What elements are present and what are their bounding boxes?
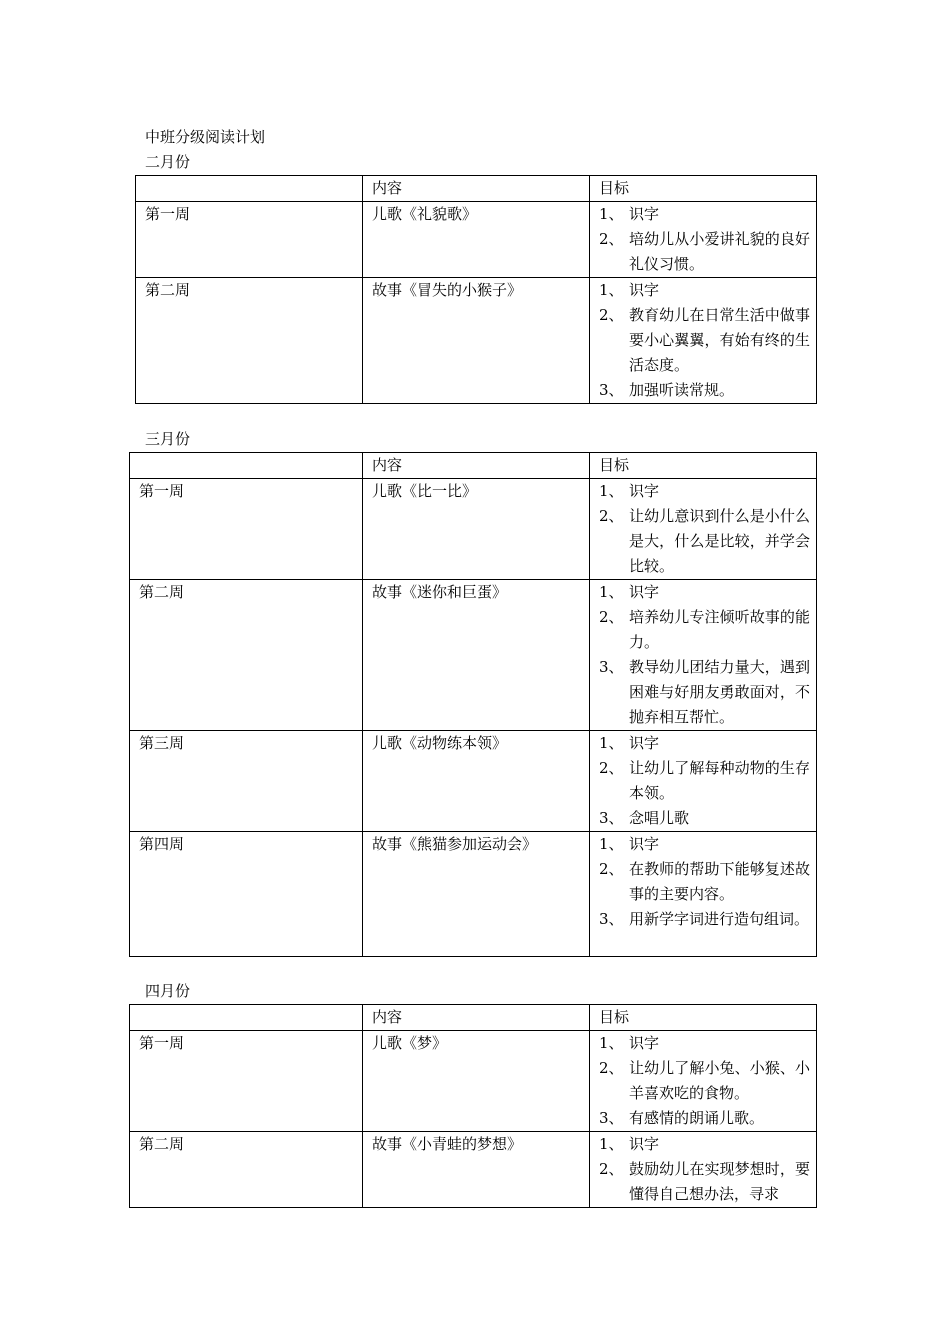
week-cell: 第四周 — [130, 832, 363, 957]
goal-item: 2、 鼓励幼儿在实现梦想时，要懂得自己想办法，寻求 — [599, 1160, 810, 1203]
goal-cell — [590, 1132, 817, 1208]
goal-cell — [590, 580, 817, 731]
goal-item: 3、 加强听读常规。 — [599, 381, 735, 399]
goal-item: 1、 识字 — [599, 482, 660, 500]
goal-item: 1、 识字 — [599, 835, 660, 853]
table-row — [130, 832, 817, 957]
header-content-cell: 内容 — [363, 176, 590, 202]
table-row — [130, 1031, 817, 1132]
goal-item: 2、 让幼儿意识到什么是小什么是大，什么是比较，并学会比较。 — [599, 507, 810, 575]
content-cell: 儿歌《梦》 — [363, 1031, 590, 1132]
goal-item: 2、 培养幼儿专注倾听故事的能力。 — [599, 608, 810, 651]
goal-item: 2、 让幼儿了解每种动物的生存本领。 — [599, 759, 810, 802]
week-cell: 第三周 — [130, 731, 363, 832]
goal-cell — [590, 278, 817, 404]
content-cell: 故事《小青蛙的梦想》 — [363, 1132, 590, 1208]
table-row — [136, 278, 817, 404]
content-cell: 故事《熊猫参加运动会》 — [363, 832, 590, 957]
goal-cell — [590, 479, 817, 580]
header-blank-cell — [130, 1005, 363, 1031]
goal-item: 3、 教导幼儿团结力量大，遇到困难与好朋友勇敢面对，不抛弃相互帮忙。 — [599, 658, 810, 726]
table-row — [130, 580, 817, 731]
header-blank-cell — [130, 453, 363, 479]
table-row — [130, 479, 817, 580]
goal-item: 1、 识字 — [599, 1135, 660, 1153]
header-content-cell: 内容 — [363, 453, 590, 479]
header-goal-cell: 目标 — [590, 453, 817, 479]
plan-table-march — [129, 452, 817, 957]
content-cell: 故事《迷你和巨蛋》 — [363, 580, 590, 731]
week-cell: 第一周 — [136, 202, 363, 278]
header-blank-cell — [136, 176, 363, 202]
plan-table-february — [135, 175, 817, 404]
goal-item: 2、 培幼儿从小爱讲礼貌的良好礼仪习惯。 — [599, 230, 810, 273]
goal-item: 1、 识字 — [599, 281, 660, 299]
header-goal-cell: 目标 — [590, 176, 817, 202]
week-cell: 第二周 — [130, 580, 363, 731]
table-row — [130, 731, 817, 832]
goal-item: 3、 有感情的朗诵儿歌。 — [599, 1109, 765, 1127]
goal-cell — [590, 832, 817, 957]
table-row — [136, 202, 817, 278]
goal-cell — [590, 731, 817, 832]
week-cell: 第二周 — [136, 278, 363, 404]
goal-cell — [590, 202, 817, 278]
goal-item: 2、 在教师的帮助下能够复述故事的主要内容。 — [599, 860, 810, 903]
content-cell: 儿歌《比一比》 — [363, 479, 590, 580]
table-header-row — [130, 1005, 817, 1031]
header-goal-cell: 目标 — [590, 1005, 817, 1031]
week-cell: 第一周 — [130, 1031, 363, 1132]
document-title: 中班分级阅读计划 — [145, 128, 266, 146]
goal-item: 1、 识字 — [599, 734, 660, 752]
month-label: 四月份 — [145, 982, 191, 1000]
goal-item: 2、 让幼儿了解小兔、小猴、小羊喜欢吃的食物。 — [599, 1059, 810, 1102]
month-label: 三月份 — [145, 430, 191, 448]
goal-item: 2、 教育幼儿在日常生活中做事要小心翼翼，有始有终的生活态度。 — [599, 306, 810, 374]
month-label: 二月份 — [145, 153, 191, 171]
goal-item: 1、 识字 — [599, 1034, 660, 1052]
header-content-cell: 内容 — [363, 1005, 590, 1031]
goal-item: 1、 识字 — [599, 205, 660, 223]
plan-table-april — [129, 1004, 817, 1208]
content-cell: 儿歌《礼貌歌》 — [363, 202, 590, 278]
goal-cell — [590, 1031, 817, 1132]
table-row — [130, 1132, 817, 1208]
week-cell: 第二周 — [130, 1132, 363, 1208]
table-header-row — [130, 453, 817, 479]
content-cell: 故事《冒失的小猴子》 — [363, 278, 590, 404]
week-cell: 第一周 — [130, 479, 363, 580]
goal-item: 3、 用新学字词进行造句组词。 — [599, 910, 810, 928]
content-cell: 儿歌《动物练本领》 — [363, 731, 590, 832]
goal-item: 3、 念唱儿歌 — [599, 809, 690, 827]
table-header-row — [136, 176, 817, 202]
goal-item: 1、 识字 — [599, 583, 660, 601]
